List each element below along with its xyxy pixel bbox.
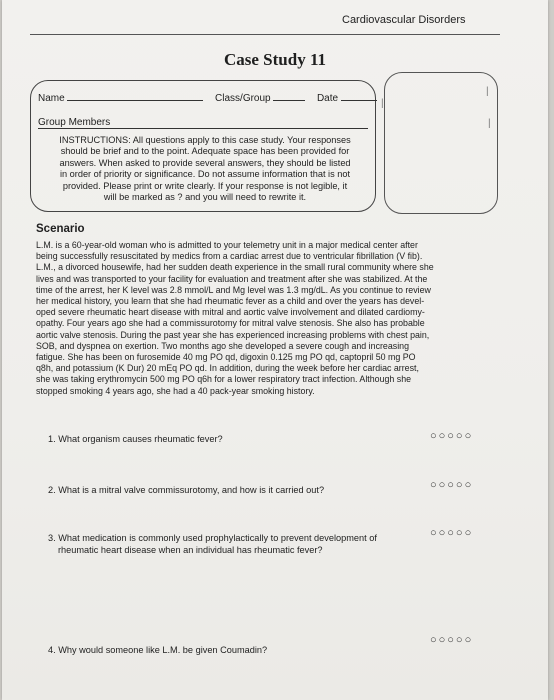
rating-circles[interactable]: ○○○○○ [430, 430, 474, 442]
name-class-date-row [38, 91, 377, 104]
scenario-line: being successfully resuscitated by medics from a cardiac arrest due to ventricular fibrillation (V fib). [36, 251, 423, 262]
name-label: Name [38, 93, 65, 104]
scenario-line: L.M. is a 60-year-old woman who is admitted to your telemetry unit in a major medical center after [36, 240, 418, 250]
scenario-line: she was taking erythromycin 500 mg PO q6h for a lower respiratory tract infection. Although she [36, 374, 412, 385]
scenario-line: her medical history, you learn that she had rheumatic fever as a child and over the years has devel- [36, 296, 425, 307]
header-rule [30, 34, 500, 35]
question-3 [48, 533, 377, 556]
question-4 [48, 645, 267, 657]
scenario-text [36, 240, 496, 397]
margin-tick: | [488, 118, 491, 129]
question-text: 4. Why would someone like L.M. be given Coumadin? [48, 645, 268, 655]
page-title: Case Study 11 [223, 50, 327, 69]
scenario-line: stopped smoking 4 years ago, she had a 40 pack-year smoking history. [36, 385, 315, 396]
instructions-line: should be brief and to the point. Adequate space has been provided for [60, 146, 350, 157]
group-members-label: Group Members [38, 117, 111, 128]
scenario-line: lives and was transported to your facility for evaluation and treatment after she was stabilized. At the [36, 273, 428, 284]
group-members-field[interactable] [38, 128, 368, 129]
scenario-line: fatigue. She has been on furosemide 40 mg PO qd, digoxin 0.125 mg PO qd, captopril 50 mg PO [36, 352, 416, 363]
scenario-line: q8h, and potassium (K Dur) 20 mEq PO qd. In addition, during the week before her cardiac arrest, [36, 363, 419, 374]
scenario-heading: Scenario [36, 223, 85, 235]
rating-circles[interactable]: ○○○○○ [430, 634, 474, 646]
name-field[interactable] [67, 91, 203, 101]
instructions-line: will be marked as ? and you will need to rewrite it. [103, 192, 307, 203]
worksheet-page [2, 0, 548, 700]
instructions-line: in order of priority or significance. Do not assume information that is not [59, 169, 351, 180]
question-2 [48, 485, 324, 497]
question-text: 3. What medication is commonly used prophylactically to prevent development of [48, 533, 377, 543]
scenario-line: L.M., a divorced housewife, had her sudden death experience in the small rural community where she [36, 262, 434, 273]
scenario-line: time of the arrest, her K level was 2.8 mmol/L and Mg level was 1.3 mg/dL. As you continue to review [36, 284, 431, 295]
question-text: 1. What organism causes rheumatic fever? [48, 434, 223, 444]
scenario-line: opathy. Four years ago she had a commissurotomy for mitral valve stenosis. She also has probable [36, 318, 425, 329]
question-text: 2. What is a mitral valve commissurotomy, and how is it carried out? [48, 485, 325, 495]
date-field[interactable] [341, 91, 377, 101]
question-1 [48, 434, 223, 446]
date-label: Date [316, 93, 339, 104]
class-label: Class/Group [215, 93, 271, 104]
rating-circles[interactable]: ○○○○○ [430, 479, 474, 491]
side-note-box [384, 72, 498, 214]
scenario-line: aortic valve stenosis. During the past year she has experienced increasing problems with chest pain, [36, 329, 430, 340]
instructions-text [38, 135, 372, 203]
chapter-header: Cardiovascular Disorders [342, 14, 466, 26]
scenario-line: oped severe rheumatic heart disease with mitral and aortic valve involvement and dilated cardiomy- [36, 307, 425, 318]
scenario-line: SOB, and dyspnea on exertion. Two months ago she developed a severe cough and increasing [36, 340, 409, 351]
class-field[interactable] [273, 91, 305, 101]
question-text: rheumatic heart disease when an individual has rheumatic fever? [58, 544, 323, 555]
instructions-line: INSTRUCTIONS: All questions apply to this case study. Your responses [59, 135, 351, 145]
instructions-line: provided. Please print or write clearly. If your response is not legible, it [62, 180, 348, 191]
instructions-line: answers. When asked to provide several answers, they should be listed [59, 157, 351, 168]
margin-tick: | [381, 98, 384, 109]
margin-tick: | [486, 86, 489, 97]
rating-circles[interactable]: ○○○○○ [430, 527, 474, 539]
